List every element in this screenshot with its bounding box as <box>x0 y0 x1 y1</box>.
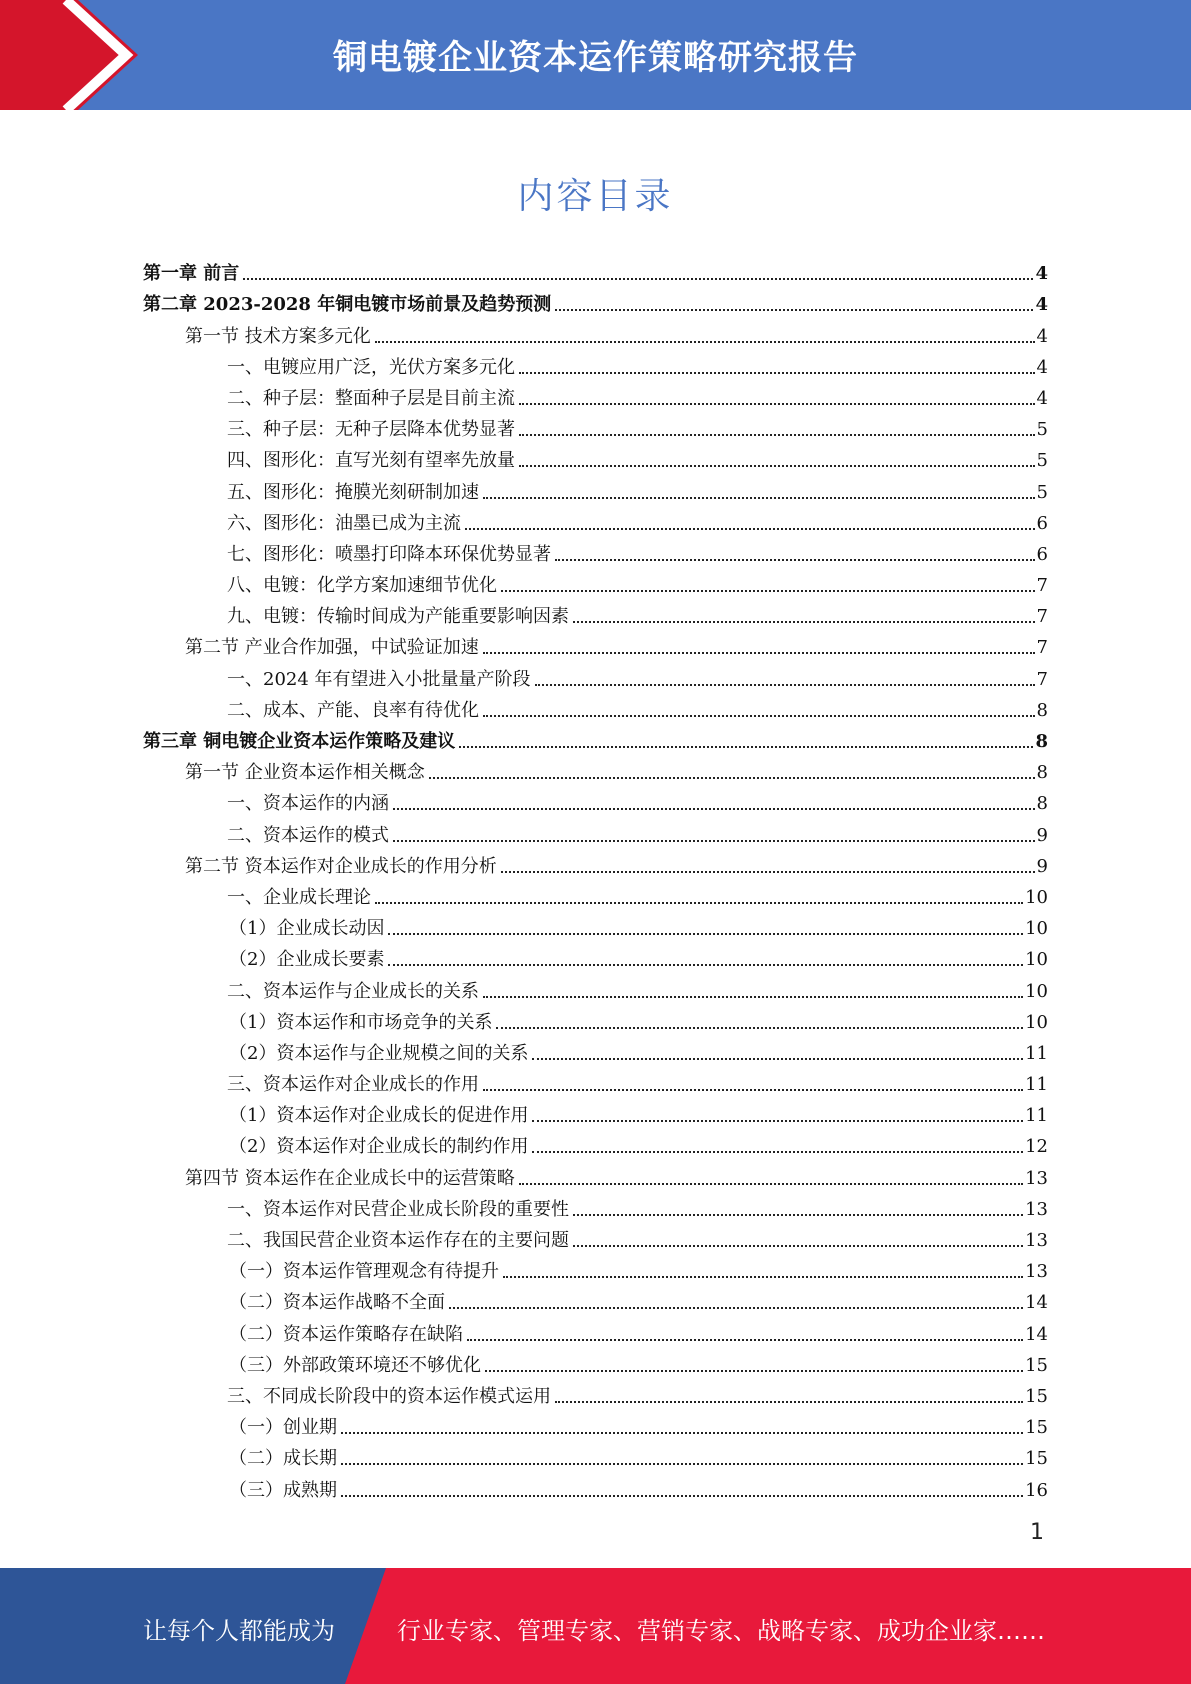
toc-entry-title: （1）资本运作对企业成长的促进作用 <box>229 1105 529 1127</box>
toc-entry-page: 9 <box>1036 824 1048 846</box>
toc-entry[interactable] <box>143 659 1048 690</box>
toc-entry-page: 10 <box>1025 886 1048 908</box>
dot-leader <box>449 1307 1023 1309</box>
footer-slogan-right: 行业专家、管理专家、营销专家、战略专家、成功企业家…… <box>397 1617 1045 1645</box>
toc-entry[interactable] <box>143 1158 1048 1189</box>
toc-entry[interactable] <box>143 847 1048 878</box>
toc-entry-page: 13 <box>1025 1198 1048 1220</box>
toc-entry-page: 4 <box>1036 356 1048 378</box>
report-title: 铜电镀企业资本运作策略研究报告 <box>333 38 858 78</box>
dot-leader <box>393 840 1035 842</box>
toc-entry[interactable] <box>143 1252 1048 1283</box>
dot-leader <box>555 559 1035 561</box>
toc-entry-title: 九、电镀：传输时间成为产能重要影响因素 <box>227 606 569 628</box>
toc-entry-title: 第三章 铜电镀企业资本运作策略及建议 <box>143 731 456 752</box>
toc-entry[interactable] <box>143 379 1048 410</box>
toc-entry[interactable] <box>143 1283 1048 1314</box>
toc-entry-title: 五、图形化：掩膜光刻研制加速 <box>227 481 479 503</box>
dot-leader <box>483 715 1035 717</box>
toc-entry-title: 第二节 产业合作加强，中试验证加速 <box>185 637 479 659</box>
dot-leader <box>393 808 1035 810</box>
toc-entry-page: 15 <box>1025 1417 1048 1439</box>
toc-entry[interactable] <box>143 472 1048 503</box>
toc-entry-title: 四、图形化：直写光刻有望率先放量 <box>227 450 515 472</box>
toc-entry-page: 10 <box>1025 949 1048 971</box>
toc-entry[interactable] <box>143 254 1048 285</box>
toc-entry[interactable] <box>143 940 1048 971</box>
toc-entry[interactable] <box>143 628 1048 659</box>
toc-entry-title: 三、资本运作对企业成长的作用 <box>227 1074 479 1096</box>
footer-band <box>0 1568 1191 1684</box>
toc-entry-title: 一、企业成长理论 <box>227 886 371 908</box>
dot-leader <box>573 1214 1023 1216</box>
page-number: 1 <box>1030 1520 1044 1545</box>
dot-leader <box>459 746 1033 748</box>
toc-entry-page: 7 <box>1036 575 1048 597</box>
toc-entry-page: 6 <box>1036 512 1048 534</box>
dot-leader <box>341 1495 1023 1497</box>
toc-entry-page: 4 <box>1035 263 1048 285</box>
dot-leader <box>555 1401 1023 1403</box>
toc-entry[interactable] <box>143 285 1048 316</box>
toc-entry[interactable] <box>143 1377 1048 1408</box>
dot-leader <box>496 1027 1023 1029</box>
toc-entry[interactable] <box>143 815 1048 846</box>
dot-leader <box>243 278 1033 280</box>
toc-entry-title: 一、电镀应用广泛，光伏方案多元化 <box>227 356 515 378</box>
toc-entry-page: 5 <box>1036 450 1048 472</box>
dot-leader <box>485 1370 1023 1372</box>
toc-entry[interactable] <box>143 1439 1048 1470</box>
toc-entry[interactable] <box>143 535 1048 566</box>
dot-leader <box>555 309 1033 311</box>
toc-entry-title: （二）资本运作战略不全面 <box>229 1292 445 1314</box>
toc-entry-page: 4 <box>1035 294 1048 316</box>
toc-entry-title: 一、资本运作的内涵 <box>227 793 389 815</box>
toc-entry-page: 13 <box>1025 1167 1048 1189</box>
toc-entry-page: 11 <box>1025 1105 1048 1127</box>
toc-entry-title: （二）资本运作策略存在缺陷 <box>229 1323 463 1345</box>
toc-entry-page: 7 <box>1036 606 1048 628</box>
toc-entry[interactable] <box>143 1096 1048 1127</box>
toc-entry-page: 8 <box>1036 762 1048 784</box>
dot-leader <box>341 1432 1023 1434</box>
toc-entry-page: 11 <box>1025 1074 1048 1096</box>
dot-leader <box>535 684 1035 686</box>
toc-entry-title: （1）企业成长动因 <box>229 918 385 940</box>
toc-entry-title: 一、2024 年有望进入小批量量产阶段 <box>227 668 531 690</box>
toc-entry[interactable] <box>143 784 1048 815</box>
dot-leader <box>503 1276 1023 1278</box>
toc-entry[interactable] <box>143 722 1048 753</box>
toc-entry-page: 4 <box>1036 387 1048 409</box>
toc-entry[interactable] <box>143 348 1048 379</box>
dot-leader <box>483 497 1035 499</box>
toc-entry[interactable] <box>143 909 1048 940</box>
toc-entry-title: 三、种子层：无种子层降本优势显著 <box>227 419 515 441</box>
toc-entry-title: （二）成长期 <box>229 1448 337 1470</box>
toc-entry[interactable] <box>143 1314 1048 1345</box>
dot-leader <box>483 652 1035 654</box>
toc-entry-page: 13 <box>1025 1261 1048 1283</box>
toc-entry-page: 5 <box>1036 481 1048 503</box>
toc-entry-title: 第一节 企业资本运作相关概念 <box>185 762 425 784</box>
header-band <box>0 0 1191 110</box>
toc-entry-title: （三）外部政策环境还不够优化 <box>229 1354 481 1376</box>
dot-leader <box>483 996 1023 998</box>
toc-entry-title: 二、种子层：整面种子层是目前主流 <box>227 387 515 409</box>
toc-entry-title: 七、图形化：喷墨打印降本环保优势显著 <box>227 543 551 565</box>
toc-entry-title: 第一节 技术方案多元化 <box>185 325 371 347</box>
dot-leader <box>519 434 1035 436</box>
dot-leader <box>467 1339 1023 1341</box>
toc-entry-title: 三、不同成长阶段中的资本运作模式运用 <box>227 1385 551 1407</box>
toc-entry[interactable] <box>143 1221 1048 1252</box>
toc-entry-page: 7 <box>1036 637 1048 659</box>
toc-entry-title: 二、成本、产能、良率有待优化 <box>227 699 479 721</box>
toc-entry-title: 六、图形化：油墨已成为主流 <box>227 512 461 534</box>
toc-entry-title: 二、我国民营企业资本运作存在的主要问题 <box>227 1230 569 1251</box>
dot-leader <box>501 590 1035 592</box>
toc-entry-page: 11 <box>1025 1042 1048 1064</box>
dot-leader <box>532 1151 1023 1153</box>
toc-entry-page: 15 <box>1025 1448 1048 1470</box>
toc-entry-title: （1）资本运作和市场竞争的关系 <box>229 1011 493 1033</box>
dot-leader <box>388 933 1023 935</box>
toc-entry-page: 14 <box>1025 1292 1048 1314</box>
toc-entry-page: 12 <box>1025 1136 1048 1158</box>
toc-entry-page: 14 <box>1025 1323 1048 1345</box>
toc-entry-title: （2）企业成长要素 <box>229 949 385 971</box>
dot-leader <box>519 465 1035 467</box>
toc-entry-page: 7 <box>1036 668 1048 690</box>
toc-entry[interactable] <box>143 1034 1048 1065</box>
dot-leader <box>429 777 1035 779</box>
toc-entry-page: 6 <box>1036 543 1048 565</box>
dot-leader <box>532 1120 1023 1122</box>
toc-entry-title: 第二节 资本运作对企业成长的作用分析 <box>185 855 497 877</box>
dot-leader <box>519 372 1035 374</box>
dot-leader <box>375 341 1035 343</box>
toc-entry-title: 二、资本运作与企业成长的关系 <box>227 980 479 1002</box>
dot-leader <box>573 621 1035 623</box>
toc-entry[interactable] <box>143 691 1048 722</box>
toc-entry-title: （2）资本运作与企业规模之间的关系 <box>229 1042 529 1064</box>
dot-leader <box>501 871 1035 873</box>
toc-entry[interactable] <box>143 878 1048 909</box>
toc-entry-title: （一）资本运作管理观念有待提升 <box>229 1261 499 1283</box>
toc-entry[interactable] <box>143 1127 1048 1158</box>
toc-entry[interactable] <box>143 1470 1048 1501</box>
toc-entry-page: 15 <box>1025 1354 1048 1376</box>
dot-leader <box>465 528 1035 530</box>
toc-heading: 内容目录 <box>517 176 674 217</box>
toc-entry-page: 10 <box>1025 980 1048 1002</box>
dot-leader <box>519 1183 1023 1185</box>
toc-entry-page: 13 <box>1025 1230 1048 1251</box>
toc-entry-title: 第四节 资本运作在企业成长中的运营策略 <box>185 1167 515 1189</box>
toc-entry[interactable] <box>143 1346 1048 1377</box>
dot-leader <box>341 1463 1023 1465</box>
toc-entry-title: （一）创业期 <box>229 1417 337 1439</box>
toc-entry[interactable] <box>143 316 1048 347</box>
toc-entry-page: 10 <box>1025 918 1048 940</box>
toc-entry-page: 8 <box>1036 793 1048 815</box>
toc-entry[interactable] <box>143 1190 1048 1221</box>
toc-entry-title: （2）资本运作对企业成长的制约作用 <box>229 1136 529 1158</box>
toc-entry[interactable] <box>143 597 1048 628</box>
dot-leader <box>519 403 1035 405</box>
toc-entry[interactable] <box>143 1003 1048 1034</box>
toc-entry-title: （三）成熟期 <box>229 1479 337 1501</box>
toc-entry-page: 8 <box>1035 731 1048 752</box>
toc-entry-page: 15 <box>1025 1385 1048 1407</box>
toc-entry-page: 5 <box>1036 419 1048 441</box>
toc-entry-page: 16 <box>1025 1479 1048 1501</box>
toc-entry-title: 一、资本运作对民营企业成长阶段的重要性 <box>227 1198 569 1220</box>
toc-entry-page: 8 <box>1036 699 1048 721</box>
dot-leader <box>483 1089 1023 1091</box>
toc-entry[interactable] <box>143 441 1048 472</box>
toc-entry-title: 第二章 2023-2028 年铜电镀市场前景及趋势预测 <box>143 294 552 316</box>
toc-entry-title: 第一章 前言 <box>143 263 240 285</box>
toc-entry[interactable] <box>143 1065 1048 1096</box>
toc-entry[interactable] <box>143 566 1048 597</box>
toc-entry-title: 二、资本运作的模式 <box>227 824 389 846</box>
dot-leader <box>532 1058 1023 1060</box>
toc-entry-page: 10 <box>1025 1011 1048 1033</box>
toc-entry[interactable] <box>143 1408 1048 1439</box>
toc-entry[interactable] <box>143 504 1048 535</box>
dot-leader <box>375 902 1023 904</box>
dot-leader <box>388 964 1023 966</box>
toc-entry-page: 4 <box>1036 325 1048 347</box>
toc-entry[interactable] <box>143 410 1048 441</box>
toc-entry-title: 八、电镀：化学方案加速细节优化 <box>227 575 497 597</box>
footer-slogan-left: 让每个人都能成为 <box>143 1617 335 1645</box>
toc-entry[interactable] <box>143 753 1048 784</box>
toc-entry-page: 9 <box>1036 855 1048 877</box>
table-of-contents <box>143 254 1048 1502</box>
dot-leader <box>573 1245 1023 1247</box>
toc-entry[interactable] <box>143 971 1048 1002</box>
